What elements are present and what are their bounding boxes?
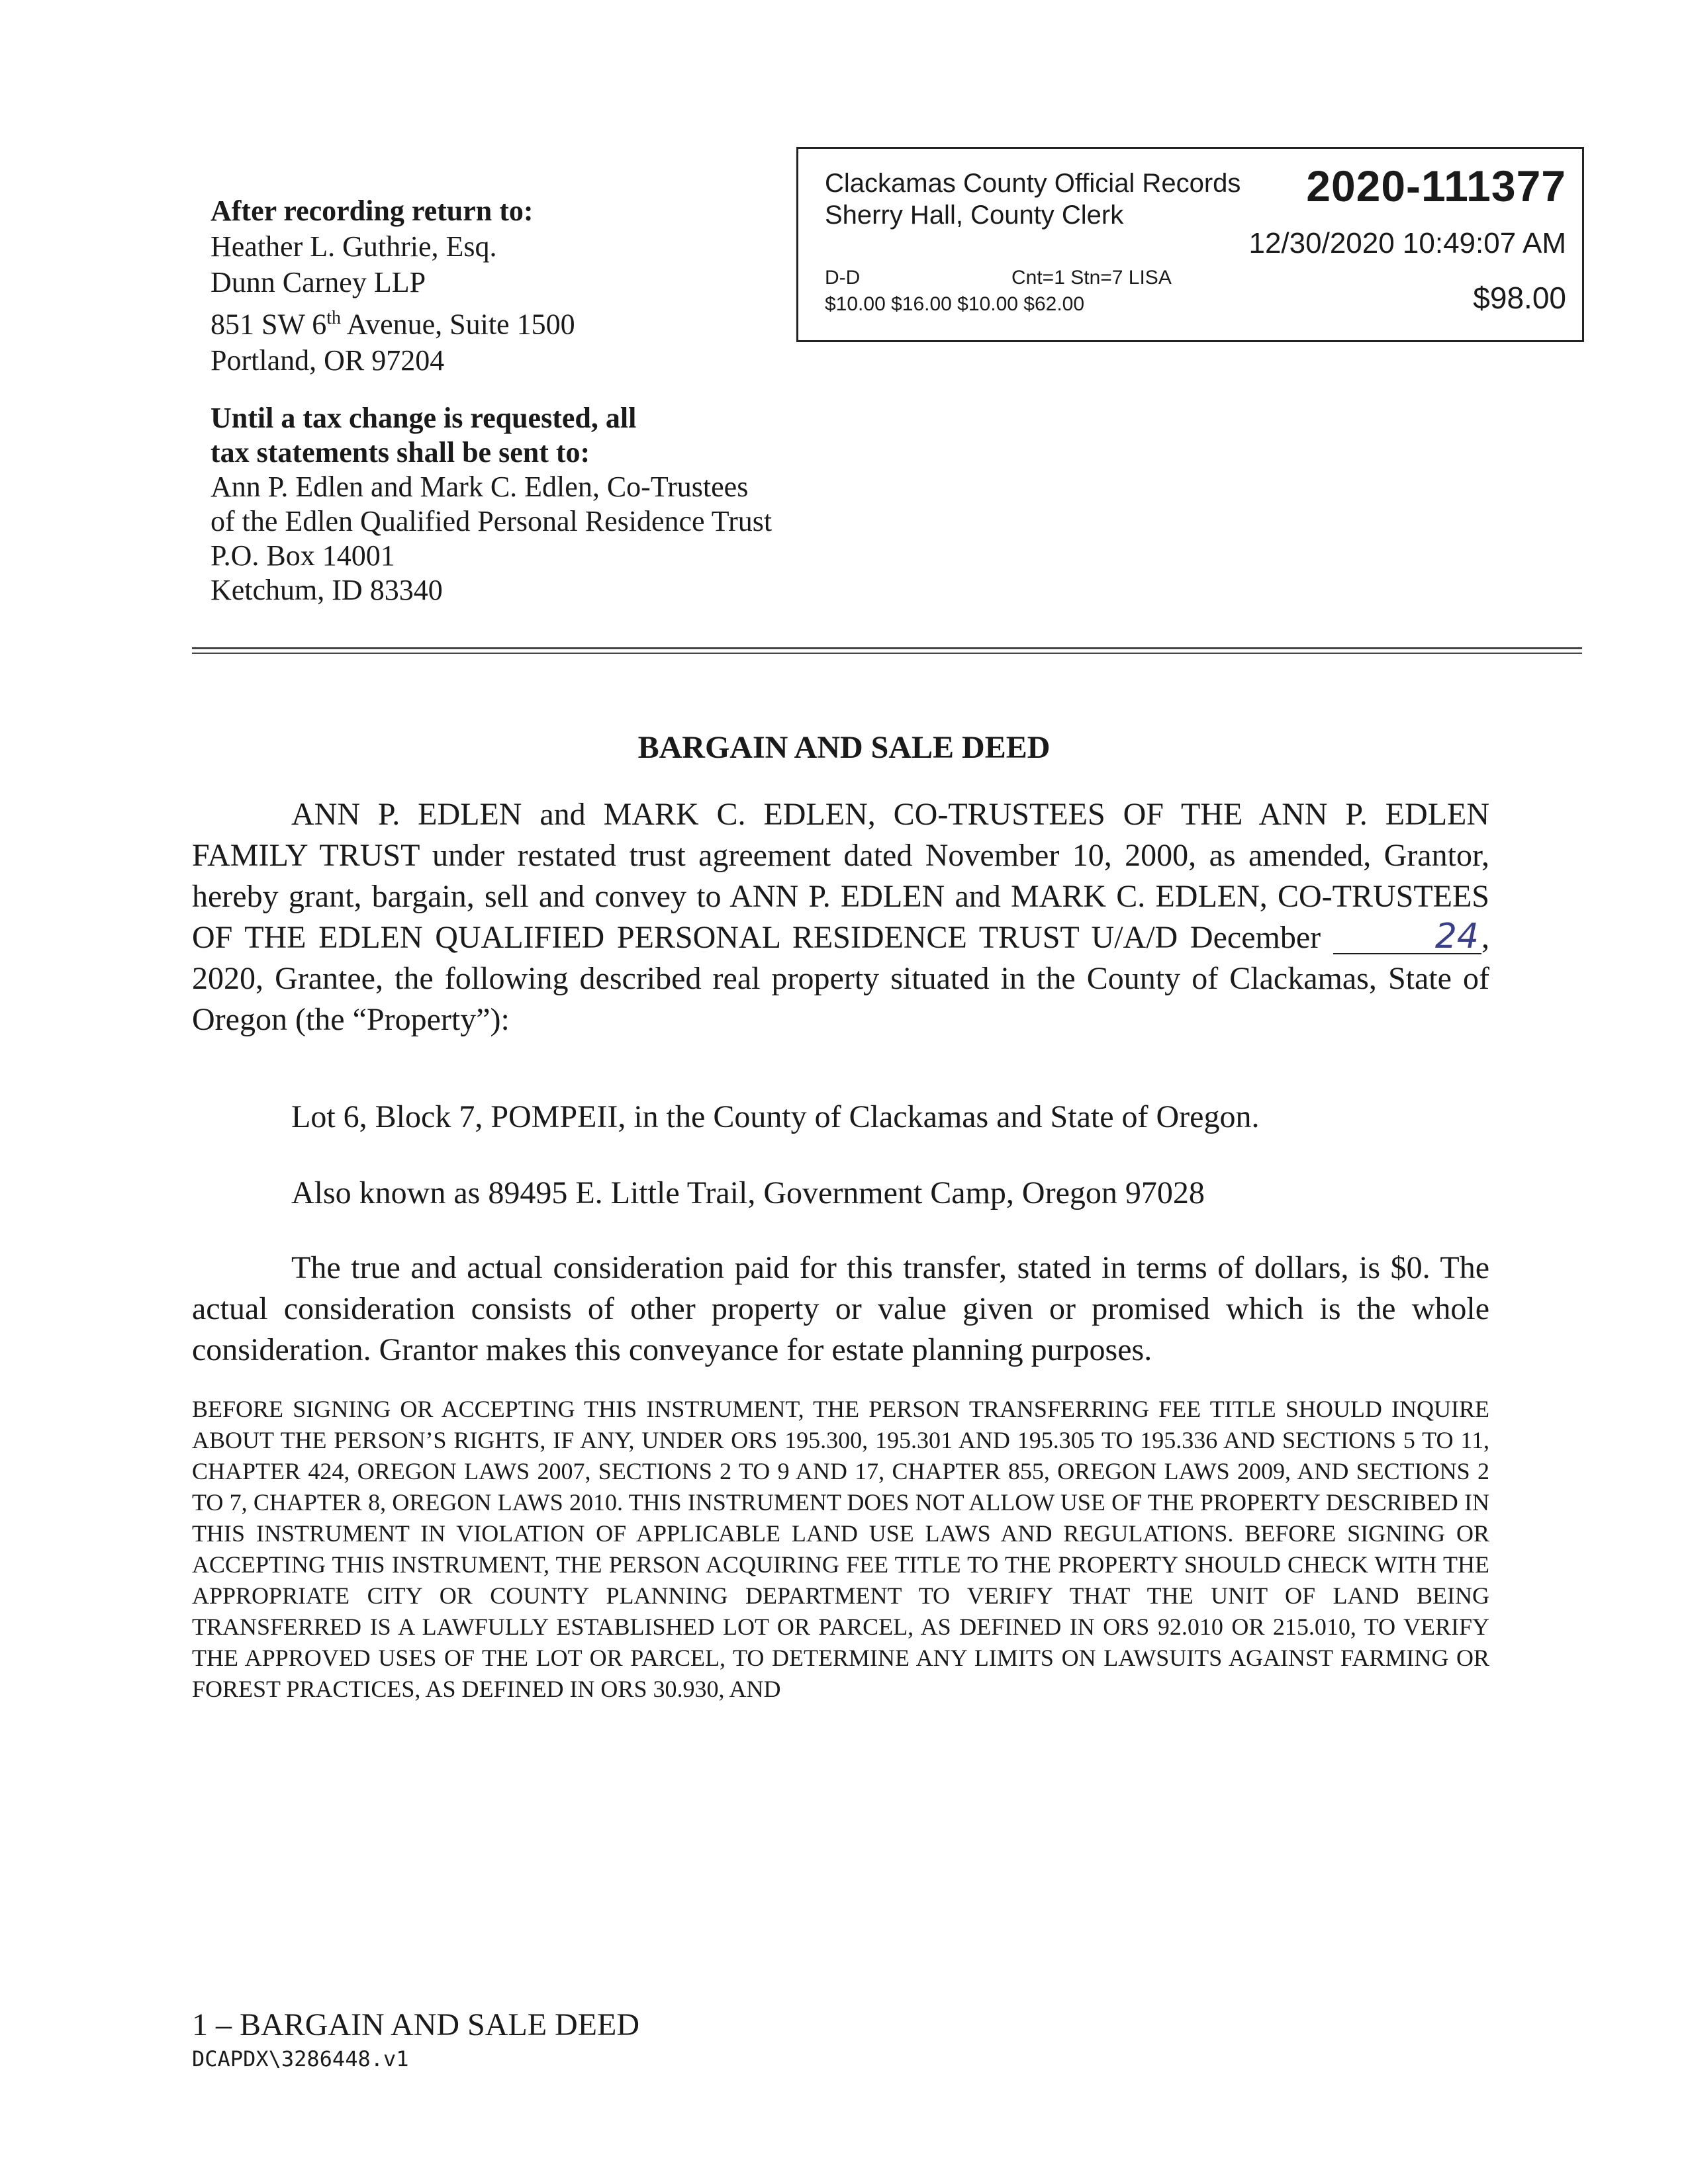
return-line: Portland, OR 97204 xyxy=(211,343,445,377)
return-line: 851 SW 6th Avenue, Suite 1500 xyxy=(211,308,575,341)
document-number: 2020-111377 xyxy=(1306,161,1566,210)
legal-description: Lot 6, Block 7, POMPEII, in the County of Clackamas and State of Oregon. xyxy=(291,1099,1260,1134)
handwritten-day: 24 xyxy=(1333,920,1481,954)
footer-page-label: 1 – BARGAIN AND SALE DEED xyxy=(192,2007,639,2042)
recording-stamp xyxy=(796,147,1584,342)
stamp-total: $98.00 xyxy=(1473,281,1566,315)
doc-code: D-D xyxy=(825,267,861,289)
stamp-office-block xyxy=(825,167,1241,231)
return-address-block xyxy=(211,193,575,379)
ordinal-suffix: th xyxy=(326,308,341,328)
consideration-paragraph: The true and actual consideration paid for this transfer, stated in terms of dollars, is $0. The actual consideration consists of other property or value given or promised which is the whole consideration. Grantor makes this conveyance for estate planning purposes. xyxy=(192,1250,1489,1367)
return-line: Dunn Carney LLP xyxy=(211,266,426,298)
grant-paragraph xyxy=(192,794,1489,1040)
tax-line: Ann P. Edlen and Mark C. Edlen, Co-Trustees xyxy=(211,471,749,503)
tax-line: P.O. Box 14001 xyxy=(211,539,395,572)
separator-rule xyxy=(192,653,1582,654)
tax-line: of the Edlen Qualified Personal Residence Trust xyxy=(211,505,773,537)
grant-text: ANN P. EDLEN and MARK C. EDLEN, CO-TRUSTEES OF THE ANN P. EDLEN FAMILY TRUST under restated trust agreement dated November 10, 2000, as amended, Grantor, hereby grant, bargain, sell and convey to ANN P. EDLEN and MARK C. EDLEN, CO-TRUSTEES OF THE EDLEN QUALIFIED PERSONAL RESIDENCE TRUST U/A/D December xyxy=(192,797,1489,955)
stamp-fees: $10.00 $16.00 $10.00 $62.00 xyxy=(825,293,1085,315)
separator-rule xyxy=(192,647,1582,649)
return-line: Heather L. Guthrie, Esq. xyxy=(211,230,497,263)
deed-title: BARGAIN AND SALE DEED xyxy=(637,730,1051,765)
property-address: Also known as 89495 E. Little Trail, Government Camp, Oregon 97028 xyxy=(291,1175,1205,1210)
stamp-counts: Cnt=1 Stn=7 LISA xyxy=(1011,267,1172,289)
return-heading: After recording return to: xyxy=(211,195,534,227)
grant-text: , 2020, Grantee, the following described real property situated in the County of Clackamas, State of Oregon (the “Property”): xyxy=(192,920,1490,1037)
statutory-warning: BEFORE SIGNING OR ACCEPTING THIS INSTRUMENT, THE PERSON TRANSFERRING FEE TITLE SHOULD INQUIRE ABOUT THE PERSON’S RIGHTS, IF ANY, UNDER ORS 195.300, 195.301 AND 195.305 TO 195.336 AND SECTIONS 5 TO 11, CHAPTER 424, OREGON LAWS 2007, SECTIONS 2 TO 9 AND 17, CHAPTER 855, OREGON LAWS 2009, AND SECTIONS 2 TO 7, CHAPTER 8, OREGON LAWS 2010. THIS INSTRUMENT DOES NOT ALLOW USE OF THE PROPERTY DESCRIBED IN THIS INSTRUMENT IN VIOLATION OF APPLICABLE LAND USE LAWS AND REGULATIONS. BEFORE SIGNING OR ACCEPTING THIS INSTRUMENT, THE PERSON ACQUIRING FEE TITLE TO THE PROPERTY SHOULD CHECK WITH THE APPROPRIATE CITY OR COUNTY PLANNING DEPARTMENT TO VERIFY THAT THE UNIT OF LAND BEING TRANSFERRED IS A LAWFULLY ESTABLISHED LOT OR PARCEL, AS DEFINED IN ORS 92.010 OR 215.010, TO VERIFY THE APPROVED USES OF THE LOT OR PARCEL, TO DETERMINE ANY LIMITS ON LAWSUITS AGAINST FARMING OR FOREST PRACTICES, AS DEFINED IN ORS 30.930, AND xyxy=(192,1396,1489,1702)
stamp-clerk: Sherry Hall, County Clerk xyxy=(825,201,1124,230)
tax-statement-block xyxy=(211,401,772,608)
recording-datetime: 12/30/2020 10:49:07 AM xyxy=(1248,227,1566,259)
tax-heading: tax statements shall be sent to: xyxy=(211,436,590,469)
tax-heading: Until a tax change is requested, all xyxy=(211,402,637,434)
footer-doc-id: DCAPDX\3286448.v1 xyxy=(192,2046,409,2071)
tax-line: Ketchum, ID 83340 xyxy=(211,574,443,606)
stamp-office: Clackamas County Official Records xyxy=(825,169,1241,198)
